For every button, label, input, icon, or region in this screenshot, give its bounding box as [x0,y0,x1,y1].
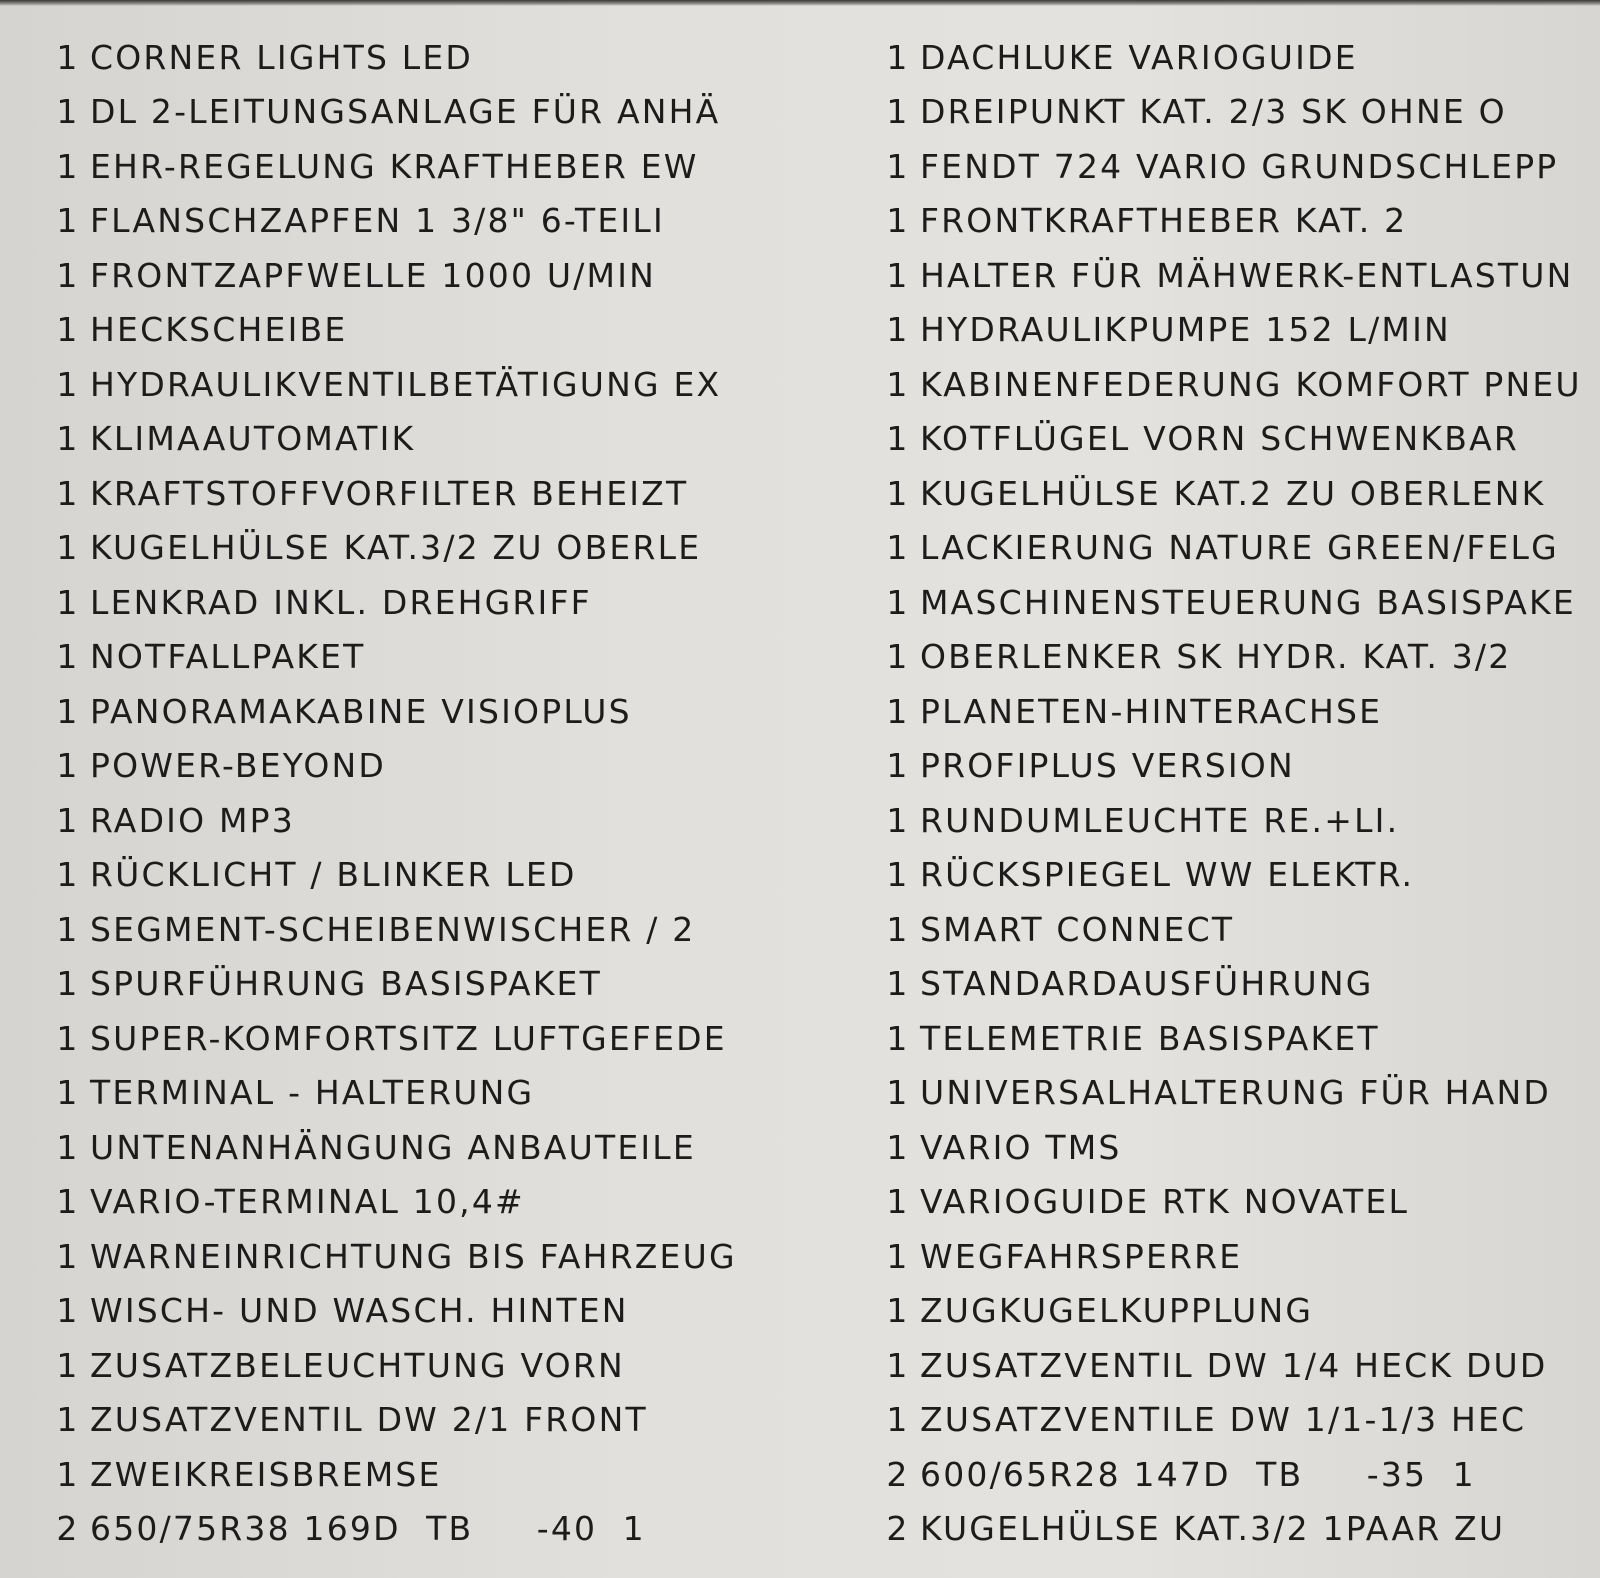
item-description: SUPER-KOMFORTSITZ LUFTGEFEDE [90,1018,727,1058]
item-description: KRAFTSTOFFVORFILTER BEHEIZT [90,473,689,513]
item-quantity: 2 [56,1509,80,1549]
item-quantity: 1 [56,964,80,1004]
list-item [878,1120,1598,1175]
item-description: WEGFAHRSPERRE [920,1236,1243,1276]
item-quantity: 1 [886,255,910,295]
item-quantity: 1 [56,1073,80,1113]
item-quantity: 1 [886,964,910,1004]
item-description: LACKIERUNG NATURE GREEN/FELG [920,528,1559,568]
item-description: UNTENANHÄNGUNG ANBAUTEILE [90,1127,696,1167]
list-item [878,1502,1598,1557]
list-item [878,1011,1598,1066]
item-description: KLIMAAUTOMATIK [90,419,416,459]
list-item [48,412,808,467]
item-quantity: 1 [886,1018,910,1058]
item-quantity: 1 [886,1127,910,1167]
item-quantity: 2 [886,1454,910,1494]
list-item [878,630,1598,685]
item-description: ZUSATZVENTIL DW 1/4 HECK DUD [920,1345,1548,1385]
list-item [48,1284,808,1339]
list-item [878,1447,1598,1502]
item-description: TELEMETRIE BASISPAKET [920,1018,1380,1058]
list-item [48,793,808,848]
item-quantity: 1 [56,1345,80,1385]
item-description: SPURFÜHRUNG BASISPAKET [90,964,602,1004]
item-quantity: 1 [886,637,910,677]
item-quantity: 1 [56,1182,80,1222]
item-quantity: 1 [56,201,80,241]
item-quantity: 1 [56,528,80,568]
list-item [48,1393,808,1448]
item-description: DREIPUNKT KAT. 2/3 SK OHNE O [920,92,1507,132]
item-quantity: 1 [56,37,80,77]
item-description: DL 2-LEITUNGSANLAGE FÜR ANHÄ [90,92,721,132]
list-item [48,1502,808,1557]
item-description: FLANSCHZAPFEN 1 3/8" 6-TEILI [90,201,665,241]
item-quantity: 1 [886,582,910,622]
list-item [48,521,808,576]
item-description: POWER-BEYOND [90,746,386,786]
item-quantity: 1 [56,909,80,949]
list-item [878,1229,1598,1284]
item-description: ZUSATZVENTIL DW 2/1 FRONT [90,1400,648,1440]
item-quantity: 1 [56,691,80,731]
list-item [878,30,1598,85]
list-item [48,1011,808,1066]
list-item [878,357,1598,412]
paper-top-edge [0,0,1600,6]
list-item [878,85,1598,140]
item-quantity: 1 [886,909,910,949]
item-description: FRONTZAPFWELLE 1000 U/MIN [90,255,657,295]
item-quantity: 1 [56,364,80,404]
item-quantity: 1 [886,855,910,895]
list-item [878,739,1598,794]
item-description: KUGELHÜLSE KAT.2 ZU OBERLENK [920,473,1546,513]
equipment-list-right [878,30,1598,1556]
list-item [48,739,808,794]
item-description: VARIOGUIDE RTK NOVATEL [920,1182,1410,1222]
item-quantity: 1 [886,800,910,840]
item-description: RÜCKLICHT / BLINKER LED [90,855,577,895]
item-quantity: 1 [886,146,910,186]
item-description: 600/65R28 147D TB -35 1 [920,1454,1476,1494]
item-quantity: 1 [886,473,910,513]
item-description: FRONTKRAFTHEBER KAT. 2 [920,201,1408,241]
item-description: WISCH- UND WASCH. HINTEN [90,1291,629,1331]
item-quantity: 1 [886,310,910,350]
item-description: STANDARDAUSFÜHRUNG [920,964,1374,1004]
item-description: SEGMENT-SCHEIBENWISCHER / 2 [90,909,696,949]
list-item [878,1066,1598,1121]
list-item [878,1338,1598,1393]
item-quantity: 1 [886,1345,910,1385]
item-description: VARIO TMS [920,1127,1122,1167]
item-quantity: 1 [56,855,80,895]
item-quantity: 1 [886,1073,910,1113]
equipment-list-left [48,30,808,1556]
item-description: ZUSATZBELEUCHTUNG VORN [90,1345,625,1385]
item-description: EHR-REGELUNG KRAFTHEBER EW [90,146,699,186]
item-description: KUGELHÜLSE KAT.3/2 1PAAR ZU [920,1509,1506,1549]
item-description: KUGELHÜLSE KAT.3/2 ZU OBERLE [90,528,702,568]
item-description: RÜCKSPIEGEL WW ELEKTR. [920,855,1415,895]
list-item [48,848,808,903]
item-description: SMART CONNECT [920,909,1235,949]
item-description: CORNER LIGHTS LED [90,37,474,77]
item-quantity: 1 [56,473,80,513]
list-item [48,466,808,521]
item-description: WARNEINRICHTUNG BIS FAHRZEUG [90,1236,737,1276]
item-quantity: 1 [886,1182,910,1222]
item-quantity: 1 [886,419,910,459]
item-description: RADIO MP3 [90,800,295,840]
list-item [878,1393,1598,1448]
item-quantity: 1 [56,310,80,350]
item-quantity: 1 [886,746,910,786]
item-quantity: 1 [886,1236,910,1276]
item-description: VARIO-TERMINAL 10,4# [90,1182,525,1222]
item-quantity: 1 [886,37,910,77]
list-item [48,139,808,194]
item-quantity: 1 [56,1018,80,1058]
item-quantity: 1 [56,746,80,786]
item-quantity: 1 [56,1400,80,1440]
list-item [48,357,808,412]
list-item [48,1229,808,1284]
list-item [878,303,1598,358]
item-quantity: 1 [886,691,910,731]
list-item [878,684,1598,739]
list-item [48,1447,808,1502]
list-item [48,684,808,739]
item-description: MASCHINENSTEUERUNG BASISPAKE [920,582,1576,622]
item-description: ZUGKUGELKUPPLUNG [920,1291,1314,1331]
item-description: HYDRAULIKVENTILBETÄTIGUNG EX [90,364,722,404]
list-item [878,521,1598,576]
item-quantity: 1 [886,92,910,132]
item-description: HALTER FÜR MÄHWERK-ENTLASTUN [920,255,1574,295]
list-item [48,1175,808,1230]
item-quantity: 1 [56,1236,80,1276]
list-item [48,1338,808,1393]
list-item [48,30,808,85]
item-quantity: 1 [56,800,80,840]
list-item [48,957,808,1012]
item-quantity: 1 [56,146,80,186]
list-item [878,793,1598,848]
list-item [878,194,1598,249]
item-description: ZUSATZVENTILE DW 1/1-1/3 HEC [920,1400,1527,1440]
item-description: PROFIPLUS VERSION [920,746,1295,786]
item-description: UNIVERSALHALTERUNG FÜR HAND [920,1073,1551,1113]
list-item [48,303,808,358]
item-quantity: 1 [886,364,910,404]
item-description: PLANETEN-HINTERACHSE [920,691,1383,731]
item-quantity: 1 [56,1454,80,1494]
item-quantity: 1 [886,528,910,568]
list-item [878,902,1598,957]
list-item [48,85,808,140]
list-item [878,466,1598,521]
item-description: DACHLUKE VARIOGUIDE [920,37,1358,77]
item-description: FENDT 724 VARIO GRUNDSCHLEPP [920,146,1559,186]
list-item [878,412,1598,467]
item-quantity: 1 [56,1291,80,1331]
list-item [48,575,808,630]
list-item [878,957,1598,1012]
list-item [878,1175,1598,1230]
item-quantity: 1 [886,201,910,241]
list-item [48,630,808,685]
item-quantity: 1 [56,255,80,295]
item-description: HECKSCHEIBE [90,310,348,350]
item-description: KABINENFEDERUNG KOMFORT PNEU [920,364,1582,404]
item-description: LENKRAD INKL. DREHGRIFF [90,582,592,622]
list-item [48,248,808,303]
item-description: HYDRAULIKPUMPE 152 L/MIN [920,310,1451,350]
item-description: TERMINAL - HALTERUNG [90,1073,535,1113]
item-description: PANORAMAKABINE VISIOPLUS [90,691,632,731]
item-quantity: 1 [56,419,80,459]
list-item [48,1120,808,1175]
item-quantity: 1 [886,1291,910,1331]
item-quantity: 1 [56,1127,80,1167]
item-description: 650/75R38 169D TB -40 1 [90,1509,646,1549]
item-quantity: 1 [56,637,80,677]
item-description: RUNDUMLEUCHTE RE.+LI. [920,800,1400,840]
item-description: KOTFLÜGEL VORN SCHWENKBAR [920,419,1519,459]
list-item [878,848,1598,903]
list-item [878,1284,1598,1339]
item-description: OBERLENKER SK HYDR. KAT. 3/2 [920,637,1512,677]
list-item [878,248,1598,303]
item-quantity: 2 [886,1509,910,1549]
list-item [48,902,808,957]
list-item [48,194,808,249]
item-quantity: 1 [56,92,80,132]
item-quantity: 1 [886,1400,910,1440]
list-item [878,575,1598,630]
list-item [878,139,1598,194]
list-item [48,1066,808,1121]
item-description: NOTFALLPAKET [90,637,366,677]
item-description: ZWEIKREISBREMSE [90,1454,442,1494]
item-quantity: 1 [56,582,80,622]
